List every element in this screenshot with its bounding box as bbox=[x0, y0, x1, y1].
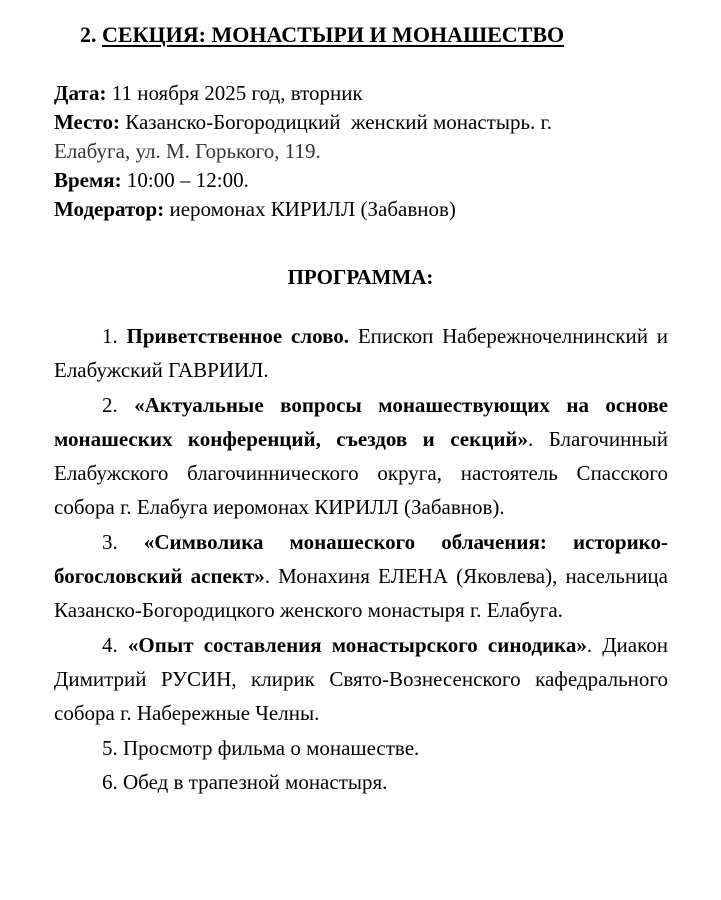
program-item-4 bbox=[54, 628, 668, 731]
place-value-continued: Елабуга, ул. М. Горького, 119. bbox=[54, 139, 321, 163]
moderator-line bbox=[54, 195, 668, 224]
item-speaker: . Монахиня ЕЛЕНА (Яковлева), насельница Казанско-Богородицкого женского монастыря г. Елабуга. bbox=[54, 564, 668, 623]
place-line bbox=[54, 108, 668, 137]
event-details bbox=[54, 79, 668, 224]
item-number: 3. bbox=[102, 529, 118, 554]
time-value: 10:00 – 12:00. bbox=[126, 168, 249, 192]
program-item-1 bbox=[54, 319, 668, 388]
item-title: «Символика монашеского облачения: историко-богословский аспект» bbox=[54, 529, 668, 589]
moderator-label: Модератор: bbox=[54, 197, 165, 221]
date-value: 11 ноября 2025 год, вторник bbox=[111, 81, 363, 105]
item-number: 1. bbox=[102, 324, 118, 348]
section-heading bbox=[80, 17, 564, 53]
program-item-6 bbox=[54, 765, 668, 799]
item-title: Приветственное слово. bbox=[126, 324, 350, 348]
item-speaker: Епископ Набережночелнинский и Елабужский ГАВРИИЛ. bbox=[54, 324, 668, 383]
time-label: Время: bbox=[54, 168, 122, 192]
section-title: СЕКЦИЯ: МОНАСТЫРИ И МОНАШЕСТВО bbox=[102, 22, 565, 47]
place-value: Казанско-Богородицкий женский монастырь. г. bbox=[125, 110, 553, 134]
item-number: 5. bbox=[102, 735, 118, 760]
item-title: «Актуальные вопросы монашествующих на основе монашеских конференций, съездов и секций» bbox=[54, 392, 668, 451]
place-line-continued bbox=[54, 137, 668, 166]
item-number: 6. bbox=[102, 769, 118, 794]
date-line bbox=[54, 79, 668, 108]
program-item-2 bbox=[54, 388, 668, 525]
item-title: «Опыт составления монастырского синодика» bbox=[127, 632, 587, 657]
item-speaker: . Диакон Димитрий РУСИН, клирик Свято-Вознесенского кафедрального собора г. Набережные Челны. bbox=[54, 632, 668, 726]
program-item-3 bbox=[54, 525, 668, 628]
item-speaker: . Благочинный Елабужского благочиннического округа, настоятель Спасского собора г. Елабуга иеромонах КИРИЛЛ (Забавнов). bbox=[54, 426, 668, 520]
program-item-5 bbox=[54, 731, 668, 765]
section-number: 2. bbox=[80, 22, 97, 47]
moderator-value: иеромонах КИРИЛЛ (Забавнов) bbox=[169, 197, 456, 221]
item-number: 4. bbox=[102, 632, 118, 657]
program-list bbox=[54, 319, 668, 799]
program-title: ПРОГРАММА: bbox=[287, 265, 434, 289]
item-number: 2. bbox=[102, 392, 118, 417]
place-label: Место: bbox=[54, 110, 120, 134]
date-label: Дата: bbox=[54, 81, 107, 105]
item-text: Обед в трапезной монастыря. bbox=[123, 769, 388, 794]
item-text: Просмотр фильма о монашестве. bbox=[123, 735, 420, 760]
time-line bbox=[54, 166, 668, 195]
